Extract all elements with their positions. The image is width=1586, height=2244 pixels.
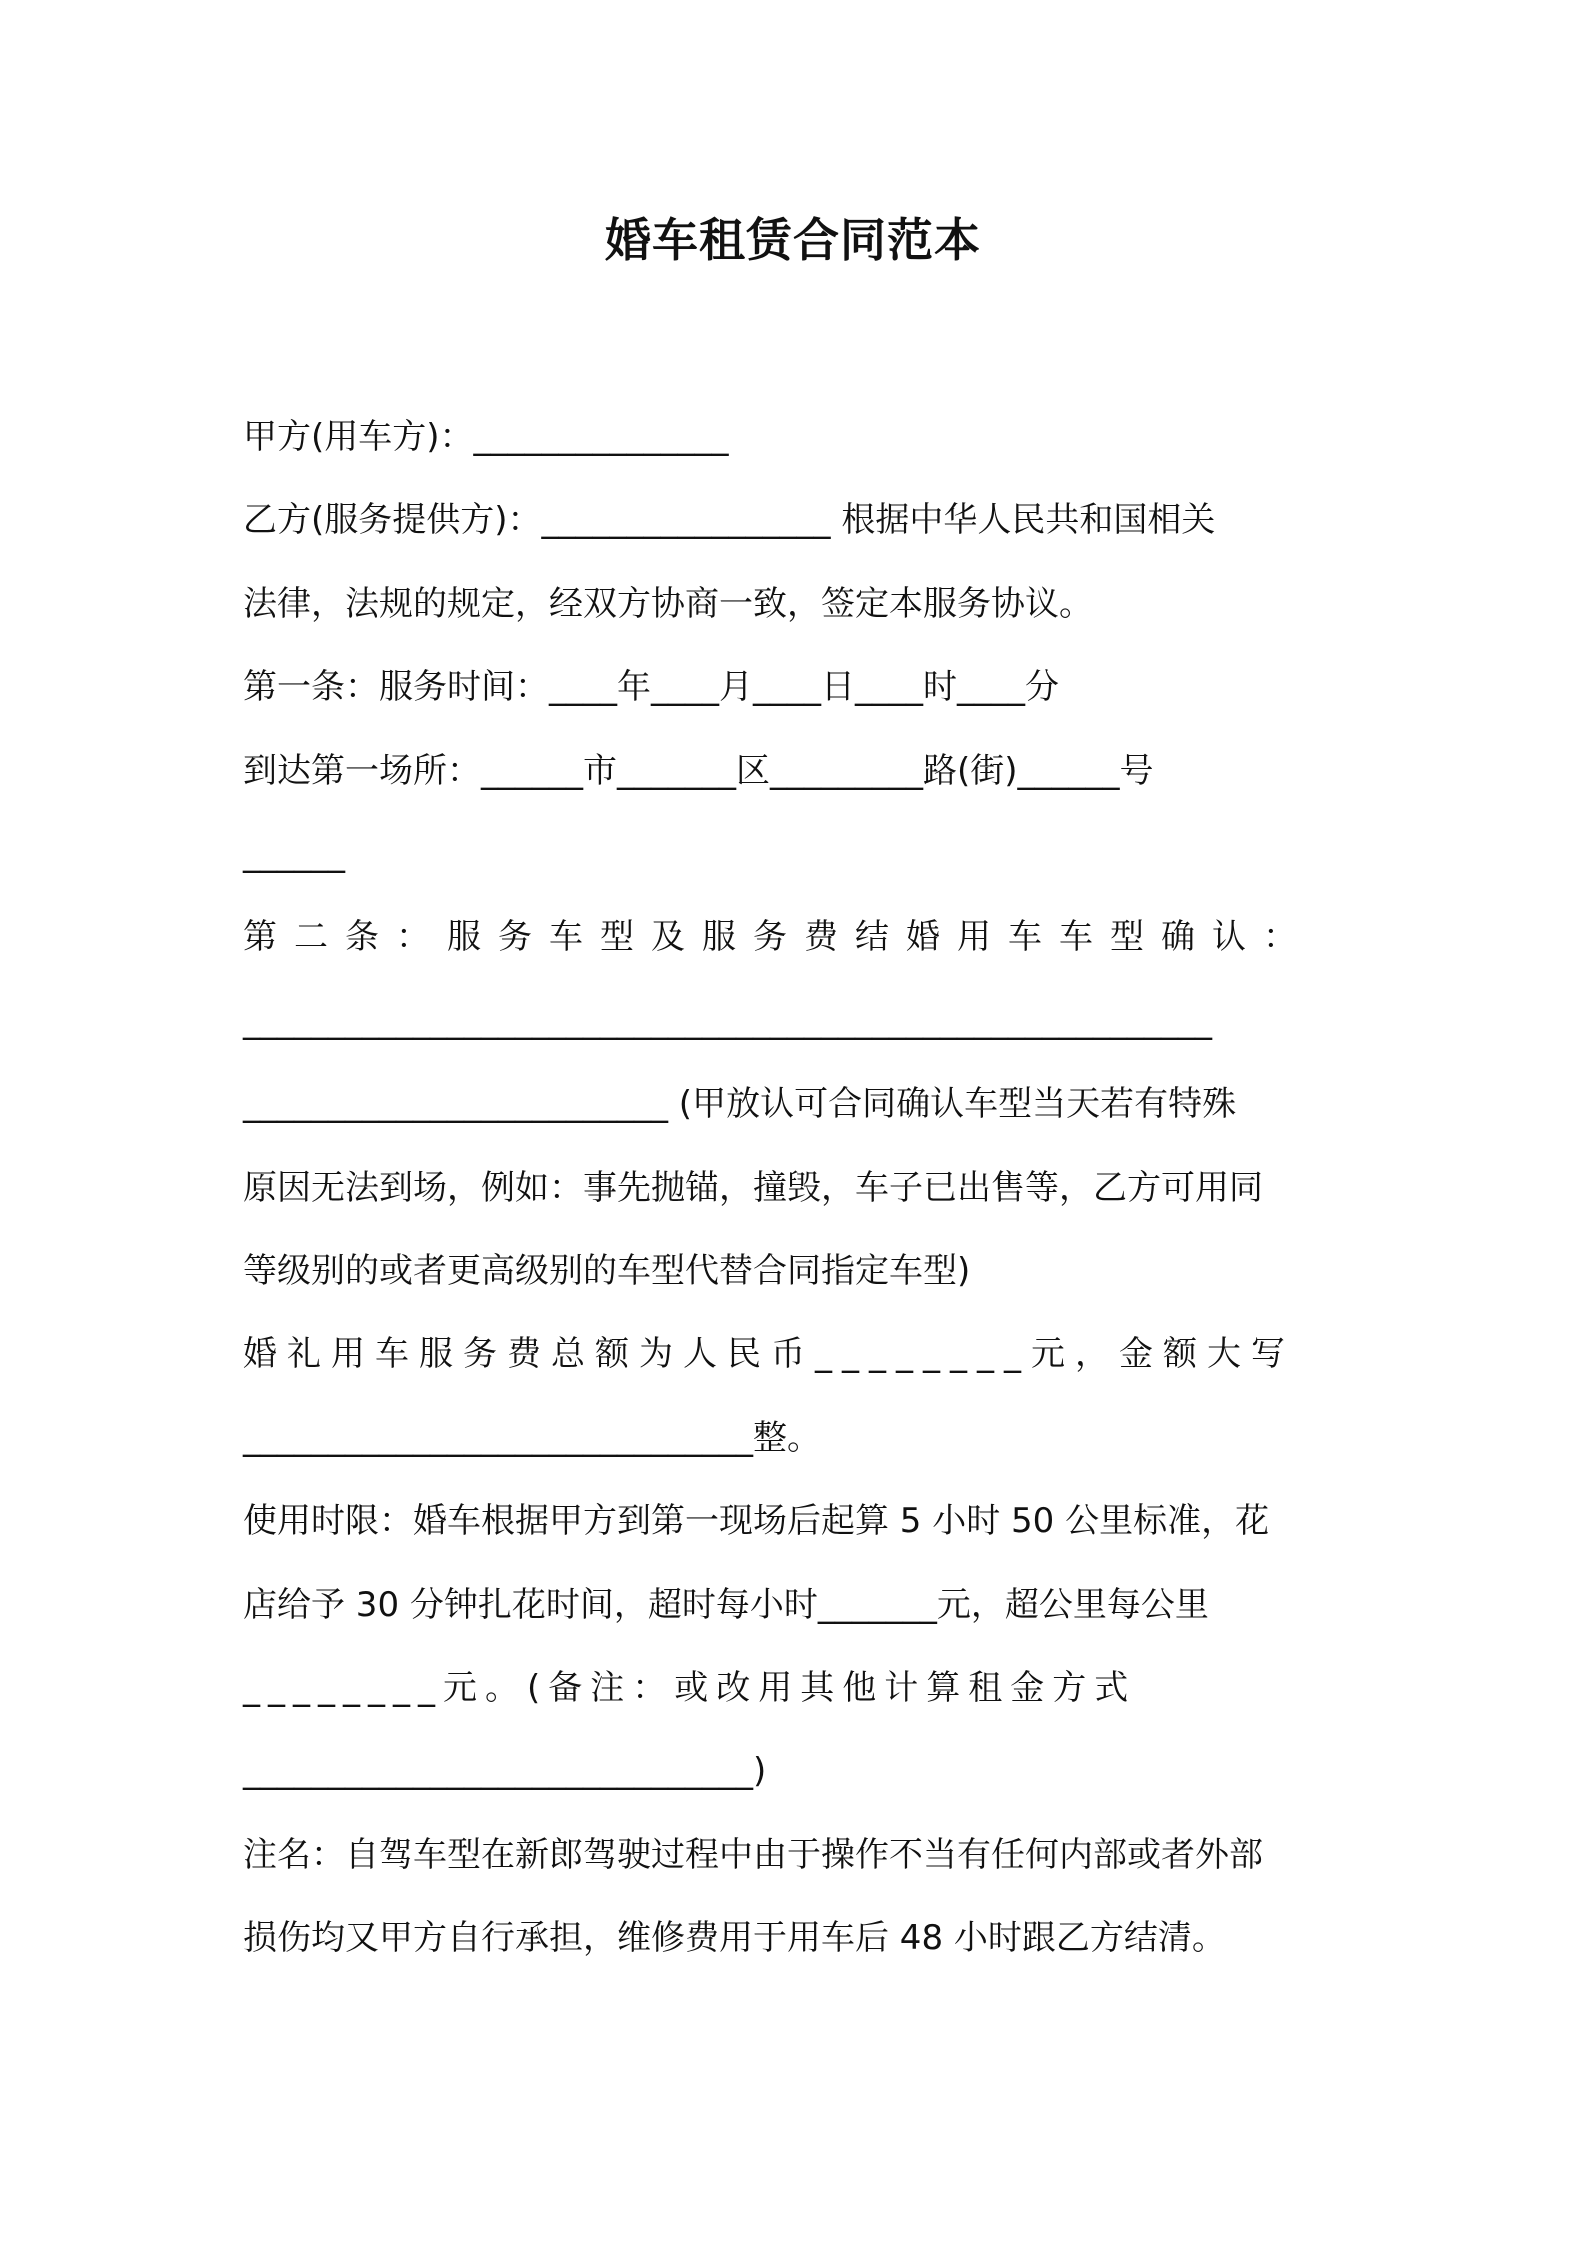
party-a-line: 甲方(用车方)：_______________ <box>243 417 729 457</box>
usage-limit-line-3: ________元。(备注：或改用其他计算租金方式 <box>243 1668 1137 1708</box>
usage-limit-line-1: 使用时限：婚车根据甲方到第一现场后起算 5 小时 50 公里标准，花 <box>243 1501 1270 1541</box>
self-drive-note-line-1: 注名：自驾车型在新郎驾驶过程中由于操作不当有任何内部或者外部 <box>243 1835 1263 1875</box>
preamble-line: 法律，法规的规定，经双方协商一致，签定本服务协议。 <box>243 584 1093 624</box>
vehicle-model-blank-1: _________________________________________________________ <box>243 1001 1212 1041</box>
substitution-clause-line-2: 等级别的或者更高级别的车型代替合同指定车型) <box>243 1251 971 1291</box>
first-location-continuation: ______ <box>243 834 345 874</box>
usage-limit-line-2: 店给予 30 分钟扎花时间，超时每小时_______元，超公里每公里 <box>243 1585 1209 1625</box>
amount-in-words-line: ______________________________整。 <box>243 1418 821 1458</box>
self-drive-note-line-2: 损伤均又甲方自行承担，维修费用于用车后 48 小时跟乙方结清。 <box>243 1918 1226 1958</box>
article-1-service-time: 第一条：服务时间：____年____月____日____时____分 <box>243 667 1059 707</box>
first-location-line: 到达第一场所：______市_______区_________路(街)______号 <box>243 751 1154 791</box>
alternative-rent-blank: ______________________________) <box>243 1751 767 1791</box>
document-title: 婚车租赁合同范本 <box>605 213 981 267</box>
article-2-heading: 第二条：服务车型及服务费结婚用车车型确认： <box>243 917 1314 957</box>
party-b-line: 乙方(服务提供方)：_________________ 根据中华人民共和国相关 <box>243 500 1216 540</box>
vehicle-model-blank-2: _________________________ (甲放认可合同确认车型当天若有特殊 <box>243 1084 1237 1124</box>
substitution-clause-line-1: 原因无法到场，例如：事先抛锚，撞毁，车子已出售等，乙方可用同 <box>243 1168 1263 1208</box>
service-fee-line: 婚礼用车服务费总额为人民币________元，金额大写 <box>243 1334 1295 1374</box>
